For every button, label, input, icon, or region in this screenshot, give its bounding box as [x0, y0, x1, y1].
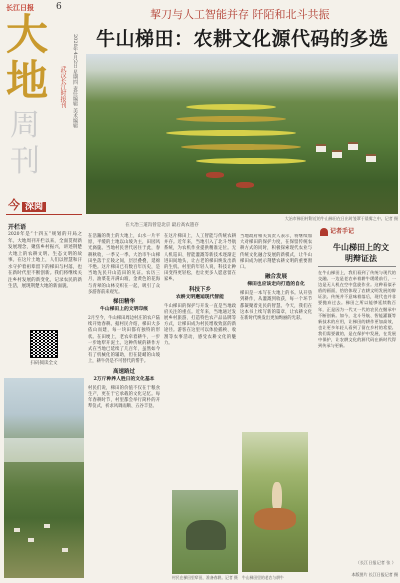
divider [318, 266, 396, 267]
section-char-da: 大 [6, 10, 49, 59]
qr-code[interactable] [30, 330, 58, 358]
vertical-issue-info: 2020年4月2日 星期四 责任编辑 美术编辑 [72, 34, 78, 128]
section-char-di: 地 [6, 56, 49, 105]
headline: 牛山梯田：农耕文化源代码的多选 [96, 28, 389, 50]
article-column-3 [240, 234, 312, 424]
article-column-1 [88, 234, 160, 410]
article-column-2 [164, 234, 236, 347]
subhead: 科技下乡 农耕文明邂逅现代智能 [176, 286, 224, 300]
reporter-note-body: 在牛山梯田上，我们看到了传统与现代的交融。一边是老农牵着耕牛缓缓前行，一边是无人机在空中盘旋作业。这种看似矛盾的画面，恰恰体现了农耕文明发展的辩证法。传统并不意味着落后，现代也并非要抛弃过去。梯田之所以能够延续数百年，正是因为一代又一代的农民在继承中不断创新。如今，北斗导航、智能灌溉等新技术的应用，让梯田的耕作更加高效，也让更多年轻人看到了留在乡村的希望。我们需要做的，是在保护中发展，在发展中保护，让农耕文化的源代码在新时代得到传承与更新。 [318, 270, 396, 349]
page-number: 6 [56, 2, 62, 12]
subhead: 融合发展 梯田也应该走向打造的自化 [247, 274, 305, 288]
left-landscape-photo [4, 378, 84, 578]
hero-photo-terraces [86, 54, 398, 214]
column-tag-badge: 深阅 [22, 202, 46, 212]
badge-icon [320, 228, 328, 236]
column-tag-char: 今 [8, 198, 21, 212]
hero-caption: 大冶市梯田村附近的牛山梯田在日出时笼罩于晨雾之中。记者 摄 [284, 216, 398, 221]
divider [6, 214, 82, 215]
article-paragraph: 梯田是一本写在大地上的书。从开垦到耕作，从灌溉到收获，每一个环节都凝聚着先民的智慧。今天，我们在这本书上续写新的篇章，让农耕文化在新时代焕发出更加绚丽的光彩。 [240, 291, 312, 322]
section-char-zhou: 周 [10, 108, 40, 143]
photo1-caption: 村民在梯田里犁田，准备春耕。记者 摄 [172, 575, 238, 580]
qr-caption: 扫码阅读全文 [30, 361, 58, 366]
article-paragraph: 当地政府相关负责人表示，将继续加大对梯田的保护力度，在保留传统农耕方式的同时，积极探索现代农业与传统文化融合发展的新模式，让牛山梯田成为展示荆楚农耕文明的重要窗口。 [240, 234, 312, 271]
lead-line: 在大冶三道沟曾是北京 最后高农遗存 [125, 223, 199, 228]
vertical-red-label: 武汉长江时报刊 [59, 66, 66, 108]
photo-villagers [172, 490, 238, 574]
reporter-note-tag: 记者手记 [320, 226, 354, 236]
reporter-signature: （长江日报记者 张 ） [355, 560, 396, 565]
article-paragraph: 2月至今，牛山梯田周边村庄的农户陆续开始春耕。据村民介绍，梯田大多依山而建，每一块田都有独特的形状。在田埂上，老农牵着耕牛，一步一步地犁开泥土。这种传统的耕作方式在当地已延续了几百年，虽然如今有了机械化的辅助，但在陡峭的山坡上，耕牛仍是不可替代的帮手。 [88, 316, 160, 365]
subhead: 梯田精华 牛山梯田上的文明印痕 [100, 299, 148, 313]
section-char-kan: 刊 [10, 144, 40, 179]
kicker: 挈刀与人工智能并存 阡陌和北斗共振 [150, 8, 330, 21]
article-paragraph: 在浩瀚的黄土的大地上，山水一片平原，平缓的土地以山坡为主，田园风光旖旎。当地村民世代居住于此，春耕秋收，一季又一季。大冶市牛山梯田坐落于丘陵之间，层层叠叠，延绵不绝。这片梯田已有数百年历史，是当地先民开山造田的见证。农历三月，油菜花开满山坡，金黄色的花海与青翠的山林交织在一起，吸引了众多游客前来观光。 [88, 234, 160, 295]
page-credit: 本版图片 长江日报记者 摄 [351, 572, 398, 577]
opening-text: 2020年是“十四五”规划的开局之年。大地周刊开栏以来，全面贯彻新发展理念，聚焦乡村振兴，讲述荆楚大地上的农耕文明、生态文明的故事。在这片土地上，人们以智慧和汗水守护着祖辈留下的梯田与村落，也在新时代里不断创新。我们将继续关注乡村发展的新变化，记录农民的新生活，展现荆楚大地的新面貌。 [8, 232, 82, 289]
column-tag [8, 196, 46, 213]
masthead-logo: 长江日报 [6, 3, 34, 12]
photo-farmer-ox [242, 432, 308, 572]
photo2-caption: 牛山梯田里的老农与耕牛 [242, 575, 284, 580]
article-paragraph: 牛山梯田的保护与开发一直是当地政府关注的重点。近年来，当地通过发展乡村旅游、打造特色农产品品牌等方式，让梯田成为村民增收致富的新途径。游客在这里可以体验插秧、收割等农事活动，感受农耕文化的魅力。 [164, 303, 236, 346]
article-paragraph: 村民们说，梯田的价值不仅在于粮食生产，更在于它承载的文化记忆。每年春耕时节，村里都会举行简朴的开犁仪式，祈求风调雨顺、五谷丰登。 [88, 385, 160, 410]
reporter-note-title: 牛山梯田上的文明辩证法 [333, 242, 389, 263]
subhead: 高速路过 2万斤种养人胜日的文化基本 [93, 368, 155, 382]
article-paragraph: 在这片梯田上，人工智能与传统农耕并存。近年来，当地引入了北斗导航系统，为农机作业提供精准定位。无人机巡田、智能灌溉等新技术逐渐走进田间地头，让古老的梯田焕发出新的生机。村里的年轻人说，科技让种田变得更轻松，也让更多人愿意留在家乡。 [164, 234, 236, 283]
opening-title: 开栏语 [8, 224, 27, 231]
